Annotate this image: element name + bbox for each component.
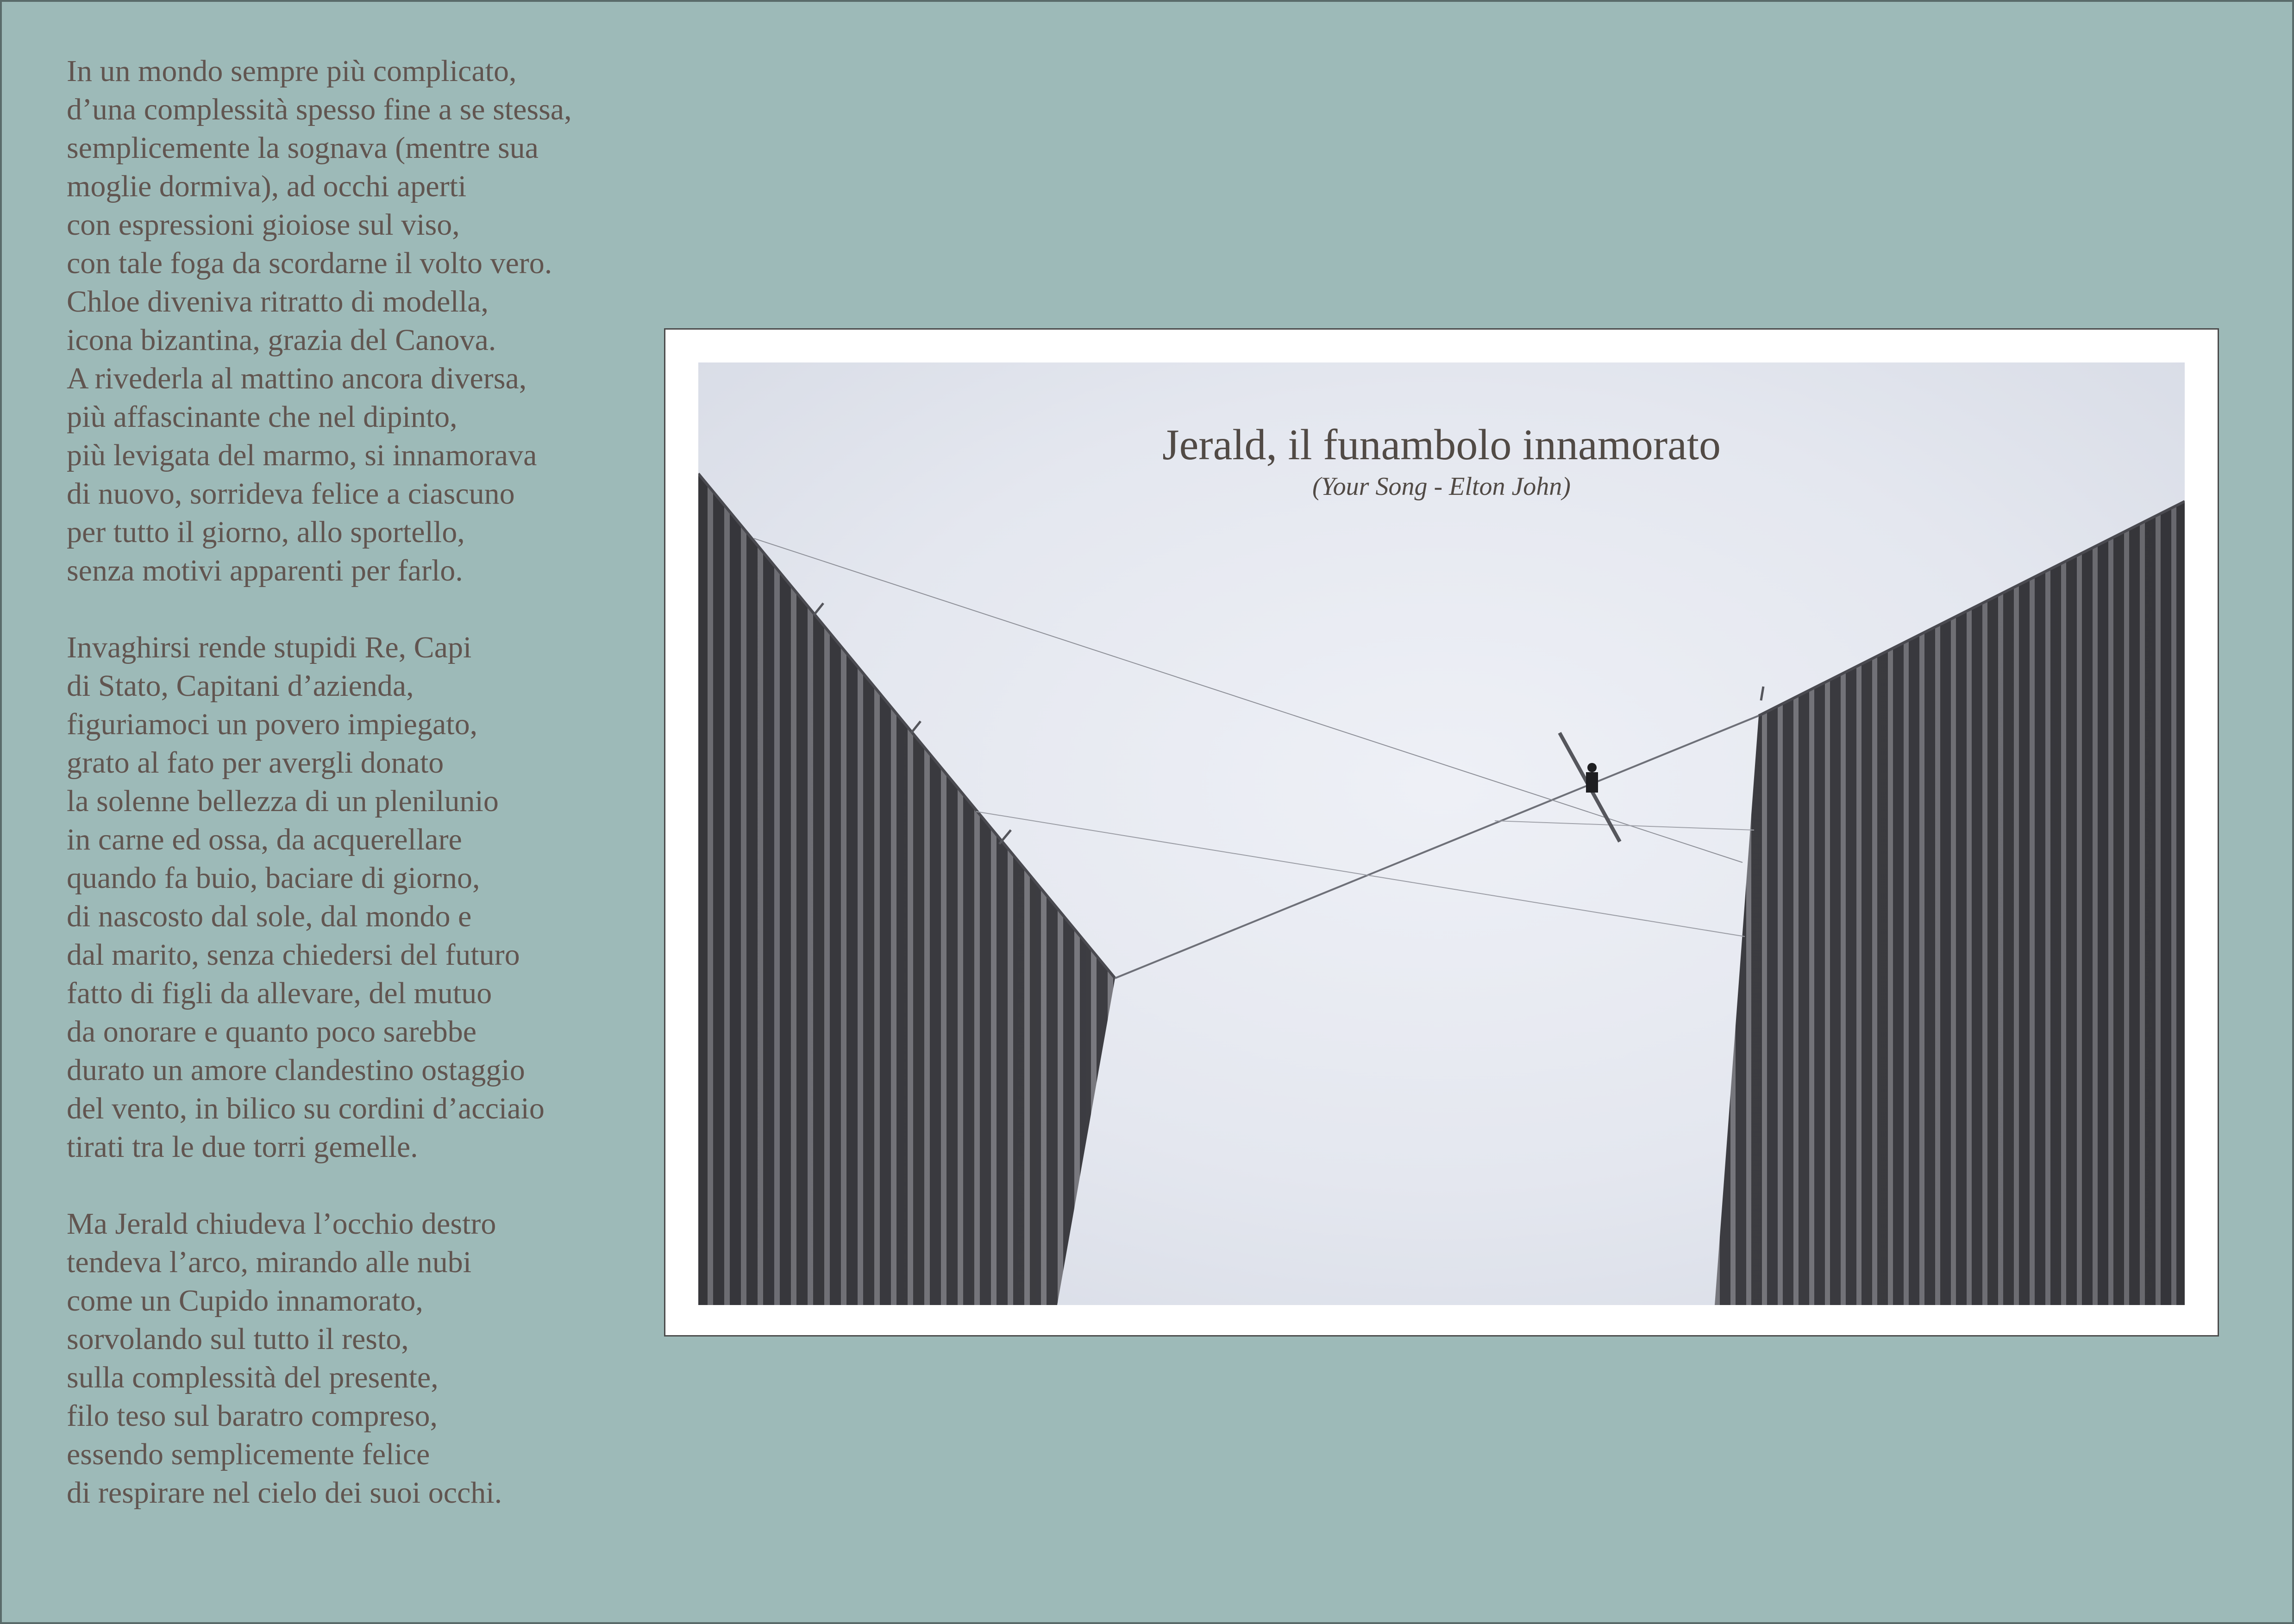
poem-line: Ma Jerald chiudeva l’occhio destro [67, 1207, 496, 1241]
poem-line: per tutto il giorno, allo sportello, [67, 515, 465, 549]
poem-line: più levigata del marmo, si innamorava [67, 438, 537, 472]
poem-line: semplicemente la sognava (mentre sua [67, 131, 539, 165]
poem-line: con tale foga da scordarne il volto vero. [67, 246, 552, 280]
photo-title: Jerald, il funambolo innamorato [1162, 421, 1721, 469]
poem-line: più affascinante che nel dipinto, [67, 400, 458, 434]
poem-line: in carne ed ossa, da acquerellare [67, 823, 462, 856]
poem-line: quando fa buio, baciare di giorno, [67, 861, 480, 895]
poem-line: come un Cupido innamorato, [67, 1284, 423, 1318]
poem-line: da onorare e quanto poco sarebbe [67, 1015, 477, 1049]
poem-line: In un mondo sempre più complicato, [67, 54, 517, 88]
walker-head [1587, 763, 1597, 772]
poem-line: icona bizantina, grazia del Canova. [67, 323, 496, 357]
poem-line: di respirare nel cielo dei suoi occhi. [67, 1476, 502, 1510]
poem-line: A rivederla al mattino ancora diversa, [67, 362, 527, 395]
poem-stanza-1 [67, 52, 669, 590]
poem-line: dal marito, senza chiedersi del futuro [67, 938, 520, 972]
poem-line: figuriamoci un povero impiegato, [67, 707, 478, 741]
tightrope-photo [698, 362, 2185, 1305]
poem-line: del vento, in bilico su cordini d’acciaio [67, 1092, 545, 1125]
poem-line: Chloe diveniva ritratto di modella, [67, 285, 489, 319]
poem-line: la solenne bellezza di un plenilunio [67, 784, 499, 818]
photo-title-block [698, 419, 2185, 503]
poem-stanza-2 [67, 628, 669, 1166]
poem-line: tendeva l’arco, mirando alle nubi [67, 1245, 472, 1279]
poem-stanza-3 [67, 1205, 669, 1512]
poem-line: con espressioni gioiose sul viso, [67, 208, 460, 242]
twin-towers-tightrope-illustration [698, 362, 2185, 1305]
walker-body [1586, 772, 1598, 793]
poem-line: senza motivi apparenti per farlo. [67, 554, 463, 587]
poem-line: di nascosto dal sole, dal mondo e [67, 899, 472, 933]
poem-line: fatto di figli da allevare, del mutuo [67, 976, 492, 1010]
poem-line: sorvolando sul tutto il resto, [67, 1322, 409, 1356]
poem-line: di nuovo, sorrideva felice a ciascuno [67, 477, 515, 511]
poem-line: tirati tra le due torri gemelle. [67, 1130, 418, 1164]
poem-line: d’una complessità spesso fine a se stessa, [67, 93, 572, 126]
poem-text [67, 52, 669, 1512]
photo-subtitle: (Your Song - Elton John) [1312, 472, 1571, 501]
poem-line: filo teso sul baratro compreso, [67, 1399, 438, 1433]
poem-line: moglie dormiva), ad occhi aperti [67, 169, 467, 203]
poem-line: Invaghirsi rende stupidi Re, Capi [67, 631, 472, 664]
poem-line: di Stato, Capitani d’azienda, [67, 669, 414, 703]
photo-card [664, 328, 2219, 1337]
poem-line: sulla complessità del presente, [67, 1361, 439, 1394]
poem-line: grato al fato per avergli donato [67, 746, 444, 780]
poem-line: essendo semplicemente felice [67, 1437, 430, 1471]
poem-line: durato un amore clandestino ostaggio [67, 1053, 525, 1087]
